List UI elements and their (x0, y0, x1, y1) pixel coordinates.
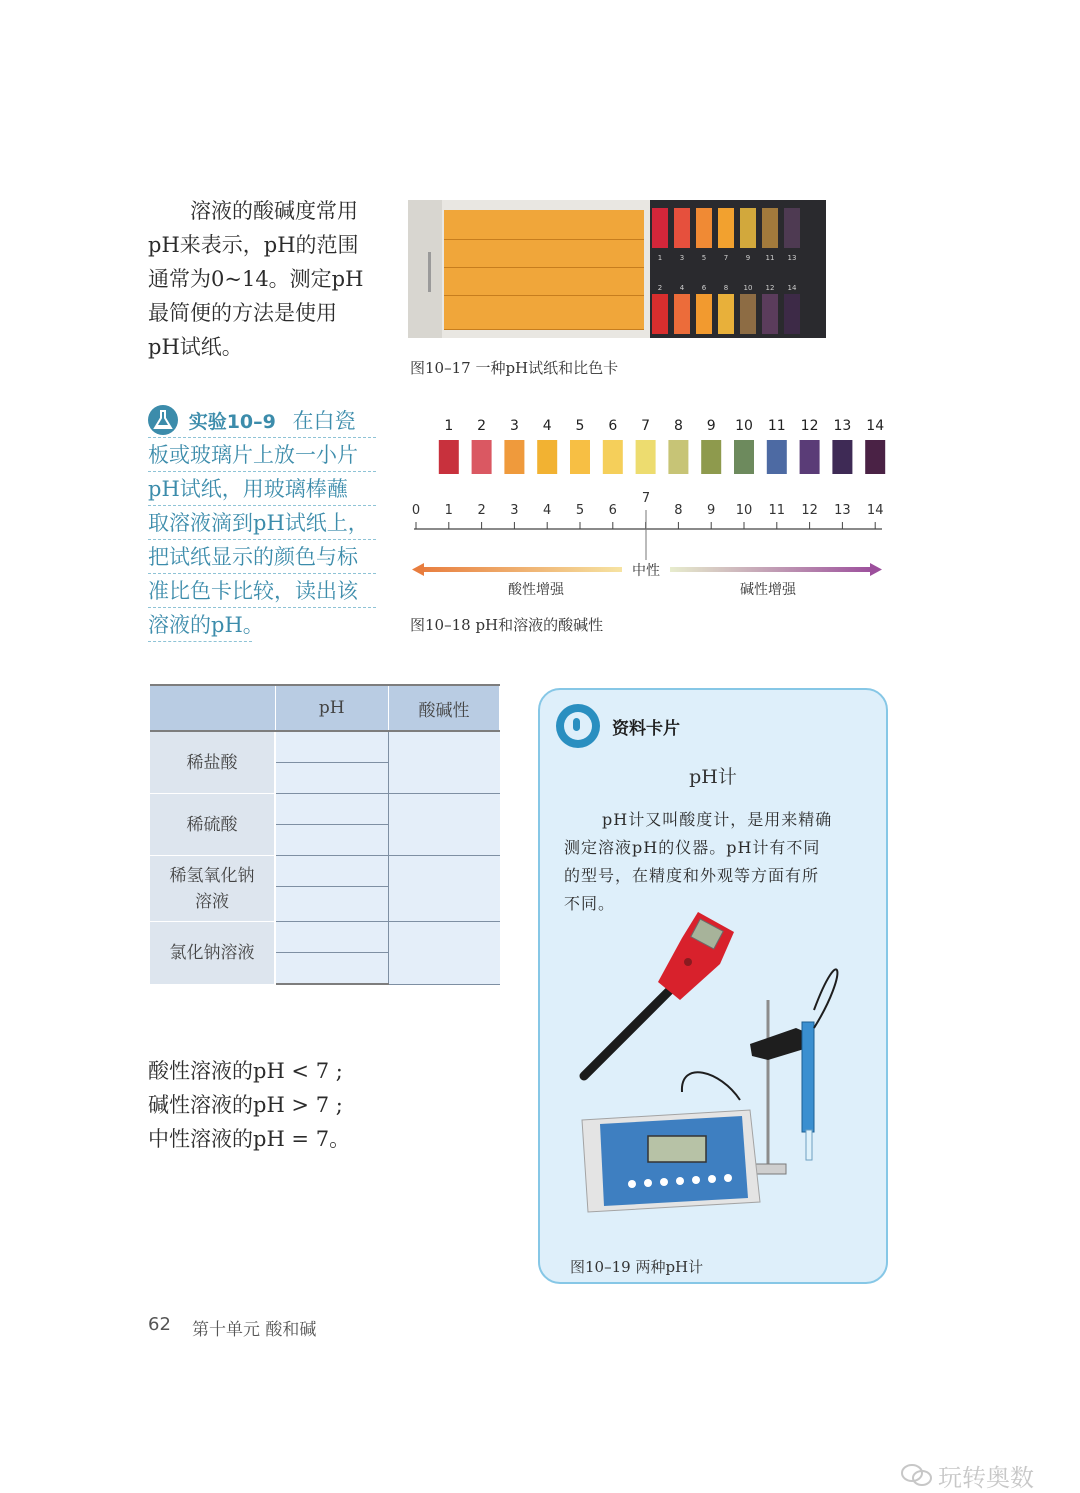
chart-swatch (652, 208, 668, 248)
chart-swatch (784, 208, 800, 248)
experiment-label: 实验10–9 (188, 411, 276, 433)
table-row (150, 922, 500, 953)
table-row (150, 731, 500, 763)
watermark: 玩转奥数 (938, 1464, 1034, 1492)
intro-line: pH来表示，pH的范围 (148, 233, 359, 257)
ph-color-swatch (439, 440, 459, 474)
chart-swatch (718, 294, 734, 334)
chart-swatch (696, 294, 712, 334)
row-label (150, 856, 275, 922)
axis-tick-label: 11 (768, 503, 786, 518)
ph-color-swatch (701, 440, 721, 474)
info-card (538, 688, 888, 1284)
ph-color-swatch (472, 440, 492, 474)
chart-swatch (740, 294, 756, 334)
row-label-text: 氯化钠溶液 (169, 942, 255, 963)
pen-ph-meter (584, 912, 734, 1076)
swatch-ph-label: 8 (673, 418, 683, 434)
ph-input-cell[interactable] (275, 922, 389, 953)
neutral-mark-label: 7 (641, 491, 651, 506)
chart-swatch (718, 208, 734, 248)
chart-swatch-number: 7 (723, 254, 729, 262)
base-label: 碱性增强 (740, 582, 796, 598)
ph-summary (148, 1054, 350, 1156)
chart-swatch (762, 208, 778, 248)
axis-tick-label: 2 (477, 503, 486, 518)
unit-title: 第十单元 酸和碱 (192, 1320, 317, 1340)
swatch-ph-label: 5 (575, 418, 585, 434)
experiment-line: 准比色卡比较，读出该 (148, 574, 376, 608)
chart-swatch-number: 3 (679, 254, 685, 262)
chart-swatch-number: 13 (787, 254, 797, 262)
info-card-text (564, 806, 872, 918)
chart-swatch (652, 294, 668, 334)
row-label-text: 溶液 (195, 891, 229, 912)
flask-icon (148, 405, 178, 435)
intro-line: 最简便的方法是使用 (148, 301, 337, 325)
experiment-line: 在白瓷 (292, 409, 356, 433)
swatch-ph-label: 10 (735, 418, 753, 434)
figure-caption-10-19: 图10–19 两种pH计 (570, 1258, 704, 1276)
ph-color-swatch (668, 440, 688, 474)
table-header-empty (150, 685, 275, 731)
ph-input-cell[interactable] (275, 887, 389, 922)
wechat-icon (900, 1462, 934, 1488)
ph-scale-figure (410, 410, 890, 610)
axis-tick-label: 0 (411, 503, 421, 518)
chart-swatch (696, 208, 712, 248)
experiment-line: 把试纸显示的颜色与标 (148, 540, 376, 574)
intro-line: 溶液的酸碱度常用 (190, 199, 358, 223)
intro-paragraph (148, 194, 376, 364)
row-label-text: 稀硫酸 (186, 814, 238, 835)
table-header-acidity: 酸碱性 (389, 685, 500, 731)
pen-meter-button (684, 958, 692, 966)
ph-paper-photo (408, 200, 826, 338)
ph-color-swatch (537, 440, 557, 474)
info-card-line: 测定溶液pH的仪器。pH计有不同 (564, 838, 821, 857)
swatch-ph-label: 9 (706, 418, 716, 434)
ph-color-swatch (832, 440, 852, 474)
swatch-ph-label: 11 (767, 418, 786, 434)
summary-line: 碱性溶液的pH > 7 ; (148, 1093, 343, 1117)
ph-input-cell[interactable] (275, 794, 389, 825)
swatch-ph-label: 3 (509, 418, 519, 434)
chart-swatch-number: 14 (787, 284, 797, 292)
info-card-label: 资料卡片 (612, 719, 680, 739)
info-card-icon (556, 704, 600, 748)
ph-input-cell[interactable] (275, 763, 389, 794)
chart-swatch-number: 12 (765, 284, 775, 292)
intro-line: pH试纸。 (148, 335, 243, 359)
base-arrow-bar (670, 567, 874, 572)
acidity-input-cell[interactable] (389, 856, 500, 922)
ph-record-table (150, 684, 500, 985)
summary-line: 酸性溶液的pH < 7 ; (148, 1059, 343, 1083)
acidity-input-cell[interactable] (389, 794, 500, 856)
ph-color-swatch (800, 440, 820, 474)
ph-color-swatch (865, 440, 885, 474)
ph-color-swatch (603, 440, 623, 474)
table-header-ph: pH (275, 685, 389, 731)
swatch-ph-label: 2 (477, 418, 487, 434)
acid-arrow-bar (420, 567, 622, 572)
ph-color-swatch (636, 440, 656, 474)
chart-swatch-number: 5 (701, 254, 707, 262)
ph-paper-strip (444, 268, 644, 296)
pen-meter-probe (584, 990, 670, 1076)
table-row (150, 856, 500, 887)
swatch-ph-label: 7 (641, 418, 651, 434)
axis-tick-label: 10 (735, 503, 753, 518)
chart-swatch (674, 208, 690, 248)
chart-swatch (740, 208, 756, 248)
chart-swatch-number: 10 (743, 284, 753, 292)
summary-line: 中性溶液的pH = 7。 (148, 1127, 351, 1151)
axis-tick-label: 5 (575, 503, 585, 518)
chart-swatch-number: 1 (657, 254, 663, 262)
ph-paper-strip (444, 296, 644, 330)
row-label (150, 922, 275, 985)
experiment-line: 取溶液滴到pH试纸上， (148, 506, 376, 540)
ph-color-swatch (767, 440, 787, 474)
axis-tick-label: 12 (801, 503, 818, 518)
booklet-spine (408, 200, 442, 338)
chart-swatch-number: 9 (745, 254, 751, 262)
ph-paper-strip (444, 240, 644, 268)
chart-swatch (784, 294, 800, 334)
ph-paper-strip (444, 210, 644, 240)
swatch-ph-label: 13 (833, 418, 852, 434)
benchtop-ph-meter (582, 1072, 760, 1212)
swatch-ph-label: 6 (608, 418, 618, 434)
row-label (150, 794, 275, 856)
page-number: 62 (148, 1314, 171, 1335)
ph-input-cell[interactable] (275, 731, 389, 763)
acidity-input-cell[interactable] (389, 731, 500, 794)
figure-caption-10-18: 图10–18 pH和溶液的酸碱性 (410, 616, 604, 634)
chart-swatch-number: 11 (765, 254, 775, 262)
swatch-ph-label: 4 (542, 418, 552, 434)
row-label-text: 稀盐酸 (186, 752, 238, 773)
acidity-input-cell[interactable] (389, 922, 500, 985)
row-label (150, 731, 275, 794)
ph-meter-illustration (570, 910, 870, 1240)
neutral-label: 中性 (632, 563, 660, 579)
axis-tick-label: 6 (608, 503, 617, 518)
lab-stand (750, 969, 837, 1174)
row-label-text: 稀氢氧化钠 (169, 865, 255, 886)
axis-tick-label: 9 (707, 503, 716, 518)
chart-swatch-number: 8 (723, 284, 729, 292)
ph-scale-diagram (410, 410, 890, 610)
experiment-line: pH试纸，用玻璃棒蘸 (148, 472, 376, 506)
benchtop-meter-screen (648, 1136, 706, 1162)
info-card-line: 的型号，在精度和外观等方面有所 (564, 866, 820, 885)
intro-line: 通常为0~14。测定pH (148, 267, 364, 291)
pen-meter-body (658, 912, 734, 1000)
axis-tick-label: 14 (866, 503, 884, 518)
ph-input-cell[interactable] (275, 953, 389, 985)
swatch-ph-label: 12 (800, 418, 819, 434)
ph-color-swatch (734, 440, 754, 474)
chart-swatch-number: 4 (679, 284, 685, 292)
base-arrow-head (870, 563, 882, 576)
chart-swatch-number: 6 (701, 284, 707, 292)
table-row (150, 794, 500, 825)
axis-tick-label: 3 (510, 503, 519, 518)
acid-arrow-head (412, 563, 424, 576)
info-card-line: pH计又叫酸度计，是用来精确 (602, 810, 833, 829)
acid-label: 酸性增强 (508, 582, 564, 598)
chart-swatch-number: 2 (657, 284, 663, 292)
chart-swatch (762, 294, 778, 334)
axis-tick-label: 4 (543, 503, 552, 518)
ph-color-swatch (504, 440, 524, 474)
axis-tick-label: 1 (444, 503, 453, 518)
swatch-ph-label: 14 (866, 418, 885, 434)
ph-color-swatch (570, 440, 590, 474)
experiment-line-first (148, 404, 376, 438)
info-card-line: 不同。 (564, 894, 616, 913)
ph-input-cell[interactable] (275, 825, 389, 856)
chart-swatch (674, 294, 690, 334)
table-header-row (150, 685, 500, 731)
experiment-box (148, 404, 376, 642)
booklet-slot (428, 252, 431, 292)
swatch-ph-label: 1 (444, 418, 454, 434)
ph-input-cell[interactable] (275, 856, 389, 887)
figure-caption-10-17: 图10–17 一种pH试纸和比色卡 (410, 359, 619, 377)
experiment-line: 溶液的pH。 (148, 608, 252, 642)
axis-tick-label: 8 (674, 503, 683, 518)
experiment-line: 板或玻璃片上放一小片 (148, 438, 376, 472)
axis-tick-label: 13 (834, 503, 851, 518)
info-card-title: pH计 (689, 766, 737, 788)
